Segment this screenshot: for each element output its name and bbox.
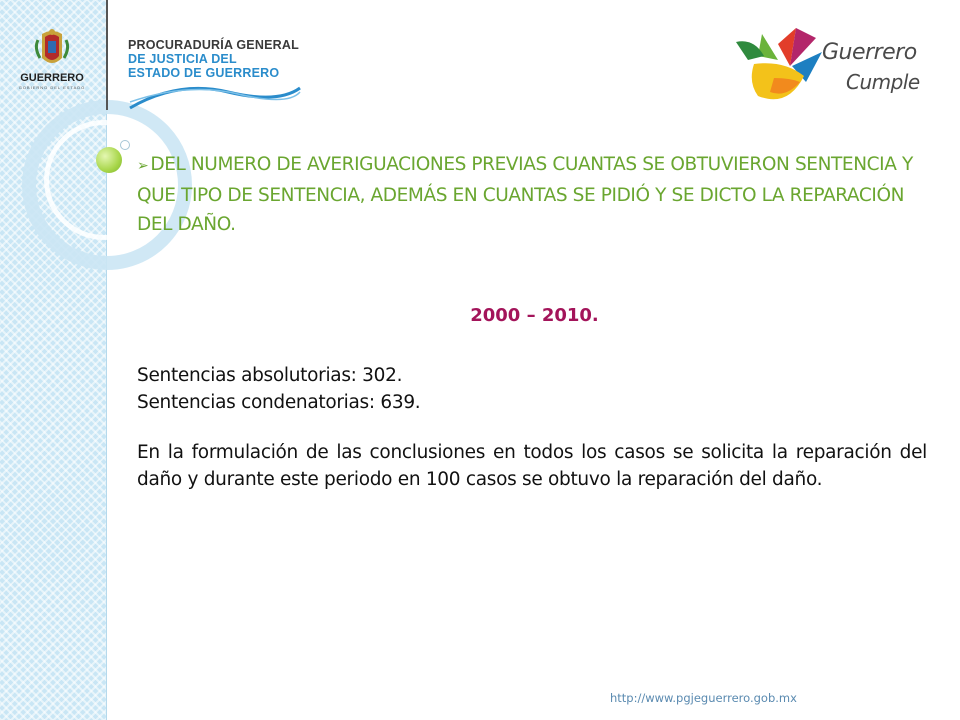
slide-body	[137, 362, 927, 493]
condenatorias-line: Sentencias condenatorias: 639.	[137, 392, 421, 413]
guerrero-cumple-logo	[734, 26, 934, 116]
reparation-paragraph: En la formulación de las conclusiones en todos los casos se solicita la reparación del daño y durante este periodo en 100 casos se obtuvo la reparación del daño.	[137, 442, 927, 490]
header-divider	[106, 0, 108, 110]
paragraph-gap	[137, 416, 927, 439]
agency-name-line2: DE JUSTICIA DEL	[128, 52, 237, 66]
absolutorias-line: Sentencias absolutorias: 302.	[137, 365, 403, 386]
campaign-word-guerrero: Guerrero	[822, 40, 917, 65]
agency-name-line3: ESTADO DE GUERRERO	[128, 66, 280, 80]
green-dot-decoration	[96, 147, 122, 173]
campaign-word-cumple: Cumple	[846, 70, 920, 94]
bird-logo-icon	[734, 26, 829, 111]
period-title: 2000 – 2010.	[470, 305, 599, 326]
heading-text: DEL NUMERO DE AVERIGUACIONES PREVIAS CUANTAS SE OBTUVIERON SENTENCIA Y QUE TIPO DE SENTENCIA, ADEMÁS EN CUANTAS SE PIDIÓ Y SE DICTO LA REPARACIÓN DEL DAÑO.	[137, 154, 913, 235]
agency-name-line1: PROCURADURÍA GENERAL	[128, 38, 299, 52]
arrow-bullet-icon: ➢	[137, 158, 149, 174]
coat-of-arms-icon	[12, 28, 92, 72]
slide-heading	[137, 150, 932, 239]
gov-logo-name: GUERRERO	[20, 72, 84, 84]
small-dot-decoration	[120, 140, 130, 150]
gov-logo-subtitle: GOBIERNO DEL ESTADO	[18, 85, 86, 90]
agency-logo	[128, 38, 308, 112]
wave-icon	[128, 78, 303, 112]
footer-url-link[interactable]: http://www.pgjeguerrero.gob.mx	[610, 691, 797, 705]
